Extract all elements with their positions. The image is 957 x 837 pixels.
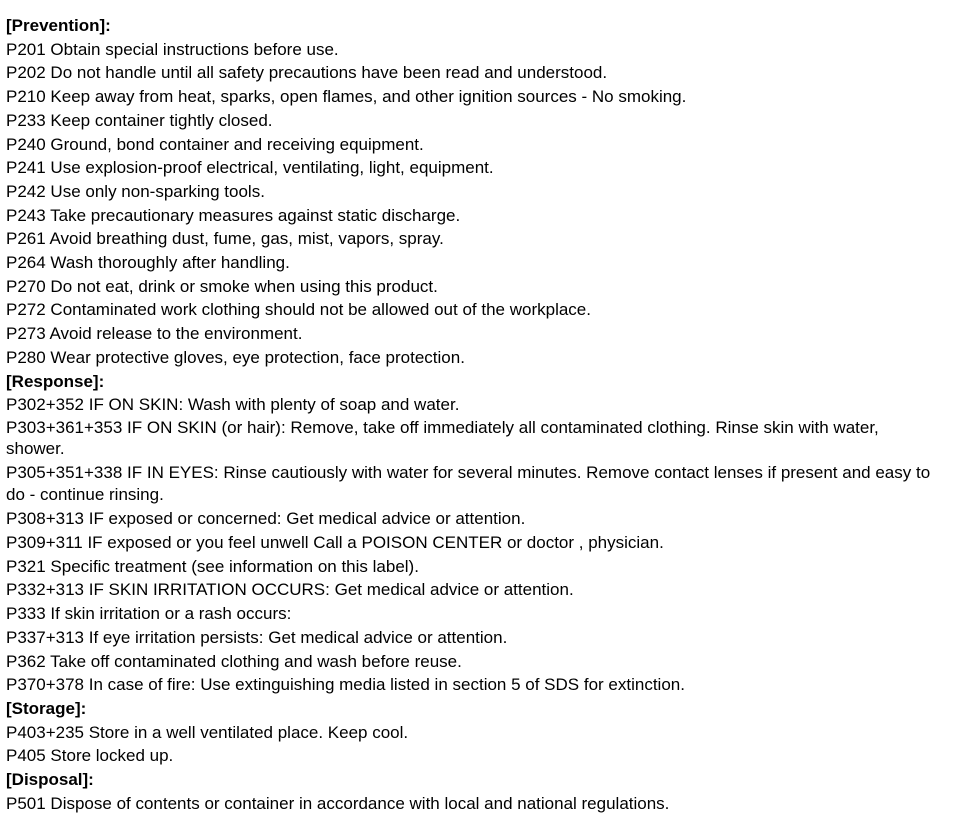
statement-p270: P270 Do not eat, drink or smoke when using this product. bbox=[6, 276, 438, 296]
statement-p210: P210 Keep away from heat, sparks, open flames, and other ignition sources - No smoking. bbox=[6, 87, 687, 107]
statement-p241: P241 Use explosion-proof electrical, ventilating, light, equipment. bbox=[6, 158, 494, 178]
section-heading: [Response]: bbox=[6, 371, 105, 391]
statement-p321: P321 Specific treatment (see information on this label). bbox=[6, 556, 419, 576]
section-disposal bbox=[6, 768, 941, 815]
section-storage bbox=[6, 697, 941, 768]
section-heading: [Storage]: bbox=[6, 698, 87, 718]
statement-p501: P501 Dispose of contents or container in accordance with local and national regulations. bbox=[6, 793, 670, 813]
statement-p273: P273 Avoid release to the environment. bbox=[6, 324, 303, 344]
statement-p333: P333 If skin irritation or a rash occurs: bbox=[6, 604, 292, 624]
statement-p201: P201 Obtain special instructions before use. bbox=[6, 39, 339, 59]
statement-p264: P264 Wash thoroughly after handling. bbox=[6, 253, 290, 273]
statement-p305-351-338: P305+351+338 IF IN EYES: Rinse cautiously with water for several minutes. Remove contact lenses if present and easy to do - continue rinsing. bbox=[6, 463, 931, 504]
statement-p405: P405 Store locked up. bbox=[6, 746, 174, 766]
statement-p202: P202 Do not handle until all safety precautions have been read and understood. bbox=[6, 63, 608, 83]
statement-p243: P243 Take precautionary measures against static discharge. bbox=[6, 205, 461, 225]
statement-p303-361-353: P303+361+353 IF ON SKIN (or hair): Remove, take off immediately all contaminated clothing. Rinse skin with water, shower. bbox=[6, 417, 879, 459]
statement-p362: P362 Take off contaminated clothing and wash before reuse. bbox=[6, 651, 462, 671]
statement-p261: P261 Avoid breathing dust, fume, gas, mist, vapors, spray. bbox=[6, 229, 444, 249]
statement-p240: P240 Ground, bond container and receiving equipment. bbox=[6, 134, 424, 154]
statement-p233: P233 Keep container tightly closed. bbox=[6, 110, 273, 130]
section-heading: [Disposal]: bbox=[6, 770, 94, 790]
statement-p403-235: P403+235 Store in a well ventilated place. Keep cool. bbox=[6, 722, 409, 742]
statement-p302-352: P302+352 IF ON SKIN: Wash with plenty of soap and water. bbox=[6, 395, 460, 415]
section-response bbox=[6, 370, 941, 697]
statement-p370-378: P370+378 In case of fire: Use extinguishing media listed in section 5 of SDS for extinction. bbox=[6, 675, 685, 695]
statement-p309-311: P309+311 IF exposed or you feel unwell Call a POISON CENTER or doctor , physician. bbox=[6, 533, 664, 553]
section-heading: [Prevention]: bbox=[6, 16, 111, 35]
statement-p280: P280 Wear protective gloves, eye protection, face protection. bbox=[6, 347, 465, 367]
statement-p308-313: P308+313 IF exposed or concerned: Get medical advice or attention. bbox=[6, 509, 526, 529]
statement-p242: P242 Use only non-sparking tools. bbox=[6, 181, 265, 201]
section-prevention bbox=[6, 14, 941, 370]
statement-p337-313: P337+313 If eye irritation persists: Get medical advice or attention. bbox=[6, 627, 508, 647]
statement-p272: P272 Contaminated work clothing should not be allowed out of the workplace. bbox=[6, 300, 591, 320]
statement-p332-313: P332+313 IF SKIN IRRITATION OCCURS: Get medical advice or attention. bbox=[6, 580, 574, 600]
